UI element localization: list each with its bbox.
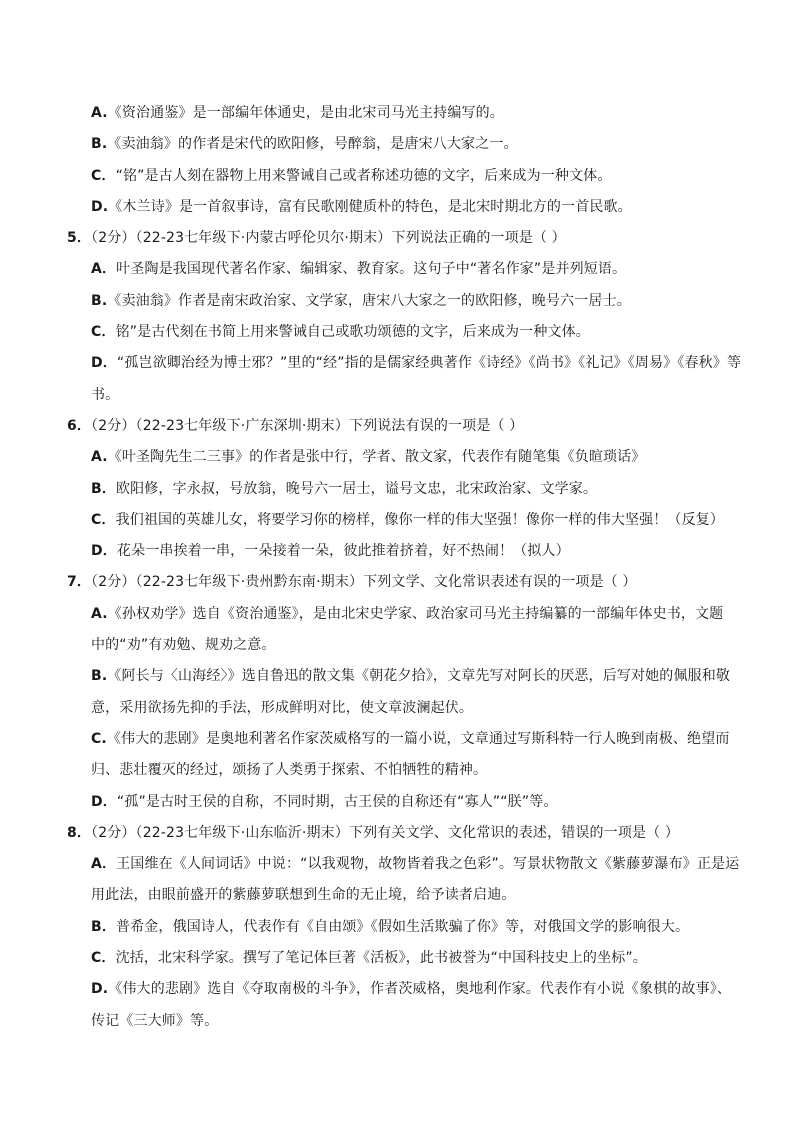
option-line	[91, 129, 731, 160]
option-label: C．	[91, 167, 116, 184]
option-line	[91, 98, 731, 129]
option-label: A．	[91, 856, 117, 873]
question-number: 6．	[67, 417, 92, 434]
question-number: 8．	[67, 824, 92, 841]
option-line	[91, 974, 731, 1005]
option-text: “孤岂欲卿治经为博士邪？”里的“经”指的是儒家经典著作《诗经》《尚书》《礼记》《周易》《春秋》等	[116, 355, 742, 372]
option-continuation	[91, 1006, 731, 1037]
option-text: 欧阳修，字永叔，号放翁，晚号六一居士，谥号文忠，北宋政治家、文学家。	[115, 480, 598, 497]
option-label: C．	[91, 950, 116, 967]
option-text: 沈括，北宋科学家。撰写了笔记体巨著《活板》，此书被誉为“中国科技史上的坐标”。	[115, 950, 647, 967]
option-text: 《卖油翁》作者是南宋政治家、文学家，唐宋八大家之一的欧阳修，晚号六一居士。	[107, 292, 631, 309]
option-text: 《孙权劝学》选自《资治通鉴》，是由北宋史学家、政治家司马光主持编纂的一部编年体史书，文题	[107, 605, 724, 622]
option-text: 叶圣陶是我国现代著名作家、编辑家、教育家。这句子中“著名作家”是并列短语。	[116, 261, 627, 278]
option-label: A.	[91, 449, 108, 466]
option-line	[91, 254, 731, 285]
option-label: C.	[91, 730, 107, 747]
option-label: C．	[91, 324, 116, 341]
option-label: A．	[91, 261, 117, 278]
option-label: D.	[91, 198, 109, 215]
option-text: 《阿长与〈山海经〉》选自鲁迅的散文集《朝花夕拾》，文章先写对阿长的厌恶，后写对她的佩服和敬	[107, 668, 731, 685]
question-7-stem	[67, 567, 731, 598]
option-text: 《伟大的悲剧》是奥地利著名作家茨威格写的一篇小说，文章通过写斯科特一行人晚到南极、绝望而	[106, 730, 730, 747]
option-text: 王国维在《人间词话》中说：“以我观物，故物皆着我之色彩”。写景状物散文《紫藤萝瀑布》正是运	[116, 856, 740, 873]
exam-page	[67, 98, 742, 1037]
option-text: 意，采用欲扬先抑的手法，形成鲜明对比，使文章波澜起伏。	[91, 699, 474, 716]
option-text: 《资治通鉴》是一部编年体通史，是由北宋司马光主持编写的。	[107, 105, 504, 121]
question-text: （2分）（22-23七年级下·广东深圳·期末）下列说法有误的一项是（ ）	[91, 417, 524, 434]
option-text: “孤”是古时王侯的自称，不同时期，古王侯的自称还有“寡人”“朕”等。	[116, 793, 558, 810]
option-line	[91, 912, 731, 943]
option-label: B．	[91, 480, 116, 497]
option-continuation	[91, 380, 731, 411]
option-continuation	[91, 880, 731, 911]
option-label: D．	[91, 543, 117, 560]
option-label: B．	[91, 918, 116, 935]
option-line	[91, 599, 731, 630]
option-line	[91, 348, 742, 379]
question-5-stem	[67, 223, 731, 254]
question-text: （2分）（22-23七年级下·贵州黔东南·期末）下列文学、文化常识表述有误的一项是（ ）	[91, 574, 637, 591]
option-line	[91, 849, 740, 880]
question-text: （2分）（22-23七年级下·内蒙古呼伦贝尔·期末）下列说法正确的一项是（ ）	[91, 230, 566, 247]
option-text: 我们祖国的英雄儿女，将要学习你的榜样，像你一样的伟大坚强！像你一样的伟大坚强！（反复）	[115, 511, 725, 528]
question-6-stem	[67, 411, 731, 442]
option-continuation	[91, 755, 731, 786]
question-text: （2分）（22-23七年级下·山东临沂·期末）下列有关文学、文化常识的表述，错误的一项是（ ）	[91, 824, 680, 841]
option-text: “铭”是古人刻在器物上用来警诫自己或者称述功德的文字，后来成为一种文体。	[115, 167, 612, 184]
option-text: 普希金，俄国诗人，代表作有《自由颂》《假如生活欺骗了你》等，对俄国文学的影响很大。	[115, 918, 690, 935]
question-number: 5．	[67, 230, 92, 247]
option-line	[91, 724, 731, 755]
option-line	[91, 317, 731, 348]
option-line	[91, 286, 731, 317]
option-label: D．	[91, 793, 117, 810]
option-text: 传记《三大师》等。	[91, 1012, 219, 1029]
option-line	[91, 161, 731, 192]
option-label: A.	[91, 605, 108, 622]
option-text: 归、悲壮覆灭的经过，颂扬了人类勇于探索、不怕牺牲的精神。	[91, 762, 488, 779]
option-label: C．	[91, 511, 116, 528]
option-label: B.	[91, 668, 108, 685]
question-8-stem	[67, 818, 731, 849]
option-line	[91, 661, 731, 692]
option-label: B.	[91, 292, 108, 309]
option-line	[91, 943, 731, 974]
option-line	[91, 442, 731, 473]
option-line	[91, 192, 731, 223]
option-text: 书。	[91, 386, 120, 403]
option-label: B.	[91, 136, 108, 153]
option-text: 花朵一串挨着一串，一朵接着一朵，彼此推着挤着，好不热闹！（拟人）	[116, 543, 570, 560]
option-continuation	[91, 693, 731, 724]
option-text: 中的“劝”有劝勉、规劝之意。	[91, 637, 276, 654]
option-text: 用此法，由眼前盛开的紫藤萝联想到生命的无止境，给予读者启迪。	[91, 887, 516, 904]
option-text: 《叶圣陶先生二三事》的作者是张中行，学者、散文家，代表作有随笔集《负暄琐话》	[107, 449, 646, 466]
option-label: A.	[91, 105, 108, 121]
option-label: D．	[91, 355, 117, 372]
option-text: 《木兰诗》是一首叙事诗，富有民歌刚健质朴的特色，是北宋时期北方的一首民歌。	[108, 198, 632, 215]
option-text: 铭”是古代刻在书简上用来警诫自己或歌功颂德的文字，后来成为一种文体。	[115, 324, 590, 341]
option-text: 《伟大的悲剧》选自《夺取南极的斗争》，作者茨威格，奥地利作家。代表作有小说《象棋的故事》、	[108, 981, 731, 998]
option-line	[91, 474, 731, 505]
option-line	[91, 536, 731, 567]
option-line	[91, 787, 731, 818]
option-label: D.	[91, 981, 109, 998]
option-text: 《卖油翁》的作者是宋代的欧阳修，号醉翁，是唐宋八大家之一。	[107, 136, 518, 153]
option-continuation	[91, 630, 731, 661]
question-number: 7．	[67, 574, 92, 591]
option-line	[91, 505, 731, 536]
